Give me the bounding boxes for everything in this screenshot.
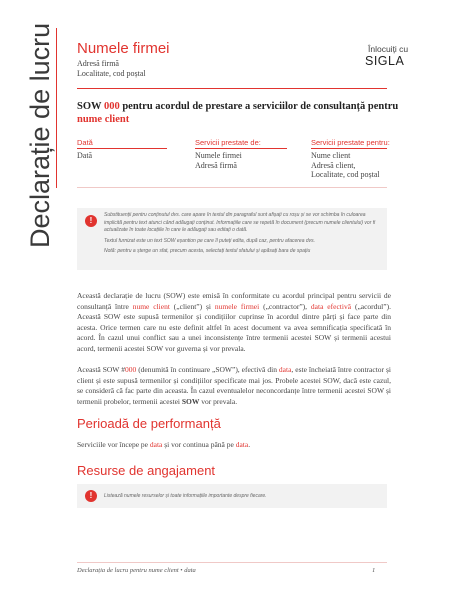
footer-text xyxy=(77,567,196,574)
side-divider xyxy=(56,28,57,188)
footer-date: data xyxy=(184,567,196,574)
column-header-client: Servicii prestate pentru: xyxy=(311,138,390,147)
client-address: Adresă client, xyxy=(311,160,356,170)
intro-text-2: („client”) și xyxy=(169,301,215,311)
sow-text-3: , este încheiată între contractor și client și este supusă termenilor și condițiilor specificate mai jos. Probele acestei SOW, dacă este cazul, se consideră că fac parte din aceasta. În cazul eventualelor neconcordanțe între termenii acestei SOW și termenii probelor, termenii acestei xyxy=(77,365,392,406)
column-date-value xyxy=(77,151,92,161)
end-date-placeholder: data xyxy=(235,440,249,449)
logo-placeholder: SIGLA xyxy=(365,54,405,68)
intro-text-1: Această declarație de lucru (SOW) este emisă în conformitate cu acordul principal pentru servicii de consultanță între xyxy=(77,291,391,311)
sow-title-text: pentru acordul de prestare a serviciilor de consultanță pentru xyxy=(122,101,399,112)
info-icon: ! xyxy=(85,490,97,502)
tip-paragraph-3: Notă: pentru a șterge un sfat, precum acesta, selectați textul sfatului și apăsați bara de spațiu xyxy=(104,248,311,254)
performance-text-3: . xyxy=(248,440,251,449)
column-client-value xyxy=(311,151,380,180)
footer-label: Declarația de lucru pentru xyxy=(77,567,149,574)
footer-divider xyxy=(77,562,387,563)
page-number: 1 xyxy=(372,567,376,574)
sow-bold: SOW xyxy=(181,396,200,406)
logo-placeholder-caption: Înlocuiți cu xyxy=(368,44,409,54)
column-provider-value xyxy=(195,151,242,170)
column-underline-provider xyxy=(195,148,287,149)
performance-paragraph xyxy=(77,440,391,451)
sow-text-4: vor prevala. xyxy=(199,396,238,406)
side-title: Declarație de lucru xyxy=(25,22,55,248)
column-header-provider: Servicii prestate de: xyxy=(195,138,261,147)
intro-text-4: („acordul”). Această SOW este supusă termenilor și condițiilor cuprinse în acordul dintre părți și face parte din acesta. Orice termen care nu este definit altfel în acest document va avea semnificația specificată în acord. În cazul unui conflict sau a unei inconsistențe între termenii acestei SOW și termenii acestui acord, termenii acestei SOW vor guverna și vor prevala. xyxy=(77,301,391,353)
sow-text-2: (denumită în continuare „SOW”), efectivă din xyxy=(136,365,279,374)
tip-paragraph-1: Substituenții pentru conținutul dvs. care apare în textul din paragraful sunt afișați cu roșu și se vor schimba în culoarea implicită pentru text atunci când adăugați conținut. Informațiile care se repetă în document (precum numele clientului) vor fi actualizate în toate locațiile în care le adăugați sau editați o dată. xyxy=(104,212,376,233)
heading-resources: Resurse de angajament xyxy=(77,463,216,478)
tip-text xyxy=(104,212,382,256)
sow-text-1: Această SOW # xyxy=(77,365,125,374)
sow-client: nume client xyxy=(77,114,130,125)
columns-divider xyxy=(77,187,387,188)
sow-number-placeholder: 000 xyxy=(124,365,137,374)
client-name: Nume client xyxy=(311,151,351,160)
performance-text-2: și vor continua până pe xyxy=(162,440,236,449)
provider-name: Numele firmei xyxy=(195,151,242,160)
start-date-placeholder: data xyxy=(149,440,163,449)
date-value: Dată xyxy=(77,151,93,160)
client-placeholder: nume client xyxy=(132,301,170,311)
effective-date-placeholder: data efectivă xyxy=(310,301,352,311)
info-icon: ! xyxy=(85,215,97,227)
address-line-1: Adresă firmă xyxy=(77,59,119,68)
performance-text-1: Serviciile vor începe pe xyxy=(77,440,150,449)
address-line-2: Localitate, cod poștal xyxy=(77,68,146,78)
company-address xyxy=(77,59,146,78)
column-underline-date xyxy=(77,148,167,149)
intro-paragraph xyxy=(77,291,391,354)
footer-client: nume client xyxy=(148,567,179,574)
intro-text-3: („contractor”), xyxy=(259,301,311,311)
sow-prefix: SOW xyxy=(77,101,102,112)
column-underline-client xyxy=(311,148,387,149)
heading-performance: Perioadă de performanță xyxy=(77,416,221,431)
provider-address: Adresă firmă xyxy=(195,160,237,170)
footer-separator: • xyxy=(178,567,185,574)
client-city: Localitate, cod poștal xyxy=(311,170,380,179)
resources-tip-text: Listează numele resurselor și toate informațiile importante despre fiecare. xyxy=(104,493,267,499)
sow-number: 000 xyxy=(103,101,120,112)
sow-paragraph xyxy=(77,365,391,407)
column-header-date: Dată xyxy=(77,138,93,147)
sow-title xyxy=(77,100,407,126)
date-placeholder: data xyxy=(278,365,292,374)
company-name: Numele firmei xyxy=(77,40,170,57)
tip-paragraph-2: Textul furnizat este un text SOW eșantion pe care îl puteți edita, după caz, pentru afacerea dvs. xyxy=(104,237,316,244)
header-divider xyxy=(77,88,387,89)
company-placeholder: numele firmei xyxy=(214,301,260,311)
